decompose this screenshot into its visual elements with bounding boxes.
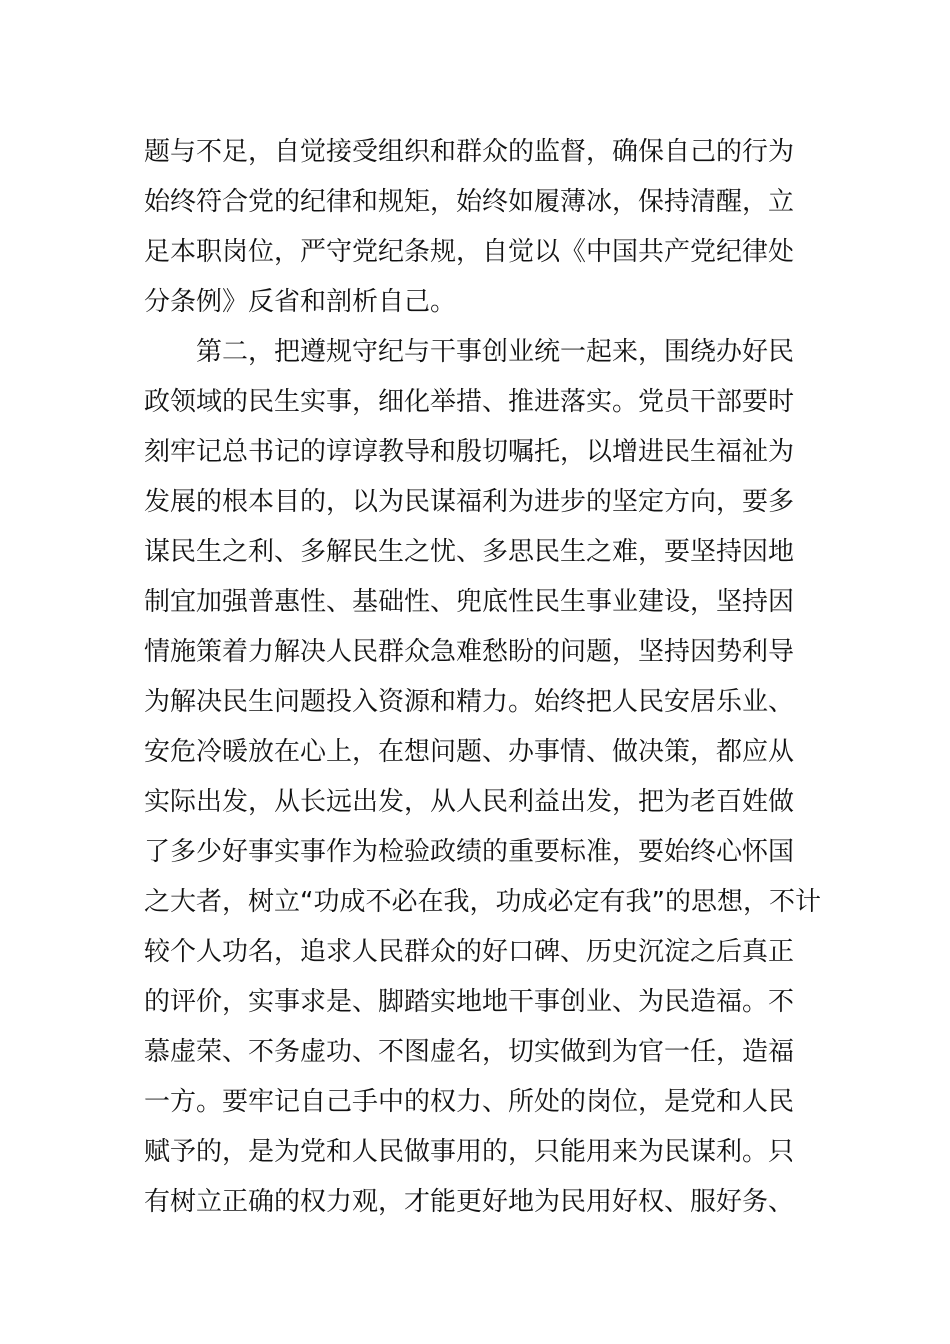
text-line: 分条例》反省和剖析自己。 <box>144 287 457 317</box>
text-line: 慕虚荣、不务虚功、不图虚名，切实做到为官一任，造福 <box>144 1037 795 1067</box>
text-line: 赋予的，是为党和人民做事用的，只能用来为民谋利。只 <box>144 1137 795 1167</box>
text-line: 有树立正确的权力观，才能更好地为民用好权、服好务、 <box>144 1187 795 1217</box>
text-line: 刻牢记总书记的谆谆教导和殷切嘱托，以增进民生福祉为 <box>144 437 795 467</box>
text-line: 发展的根本目的，以为民谋福利为进步的坚定方向，要多 <box>144 487 795 517</box>
text-line: 一方。要牢记自己手中的权力、所处的岗位，是党和人民 <box>144 1087 795 1117</box>
paragraph-start-line: 第二，把遵规守纪与干事创业统一起来，围绕办好民 <box>196 337 795 367</box>
text-line: 足本职岗位，严守党纪条规，自觉以《中国共产党纪律处 <box>144 237 795 267</box>
text-line: 制宜加强普惠性、基础性、兜底性民生事业建设，坚持因 <box>144 587 795 617</box>
text-line: 情施策着力解决人民群众急难愁盼的问题，坚持因势利导 <box>144 637 795 667</box>
text-line: 政领域的民生实事，细化举措、推进落实。党员干部要时 <box>144 387 795 417</box>
text-line: 为解决民生问题投入资源和精力。始终把人民安居乐业、 <box>144 687 795 717</box>
text-line: 较个人功名，追求人民群众的好口碑、历史沉淀之后真正 <box>144 937 795 967</box>
text-line: 始终符合党的纪律和规矩，始终如履薄冰，保持清醒，立 <box>144 187 795 217</box>
body-text <box>144 127 821 1227</box>
text-line: 谋民生之利、多解民生之忧、多思民生之难，要坚持因地 <box>144 537 795 567</box>
text-line: 之大者，树立“功成不必在我，功成必定有我”的思想，不计 <box>144 887 821 917</box>
text-line: 实际出发，从长远出发，从人民利益出发，把为老百姓做 <box>144 787 795 817</box>
text-line: 了多少好事实事作为检验政绩的重要标准，要始终心怀国 <box>144 837 795 867</box>
text-line: 的评价，实事求是、脚踏实地地干事创业、为民造福。不 <box>144 987 795 1017</box>
text-line: 题与不足，自觉接受组织和群众的监督，确保自己的行为 <box>144 137 795 167</box>
text-line: 安危冷暖放在心上，在想问题、办事情、做决策，都应从 <box>144 737 795 767</box>
